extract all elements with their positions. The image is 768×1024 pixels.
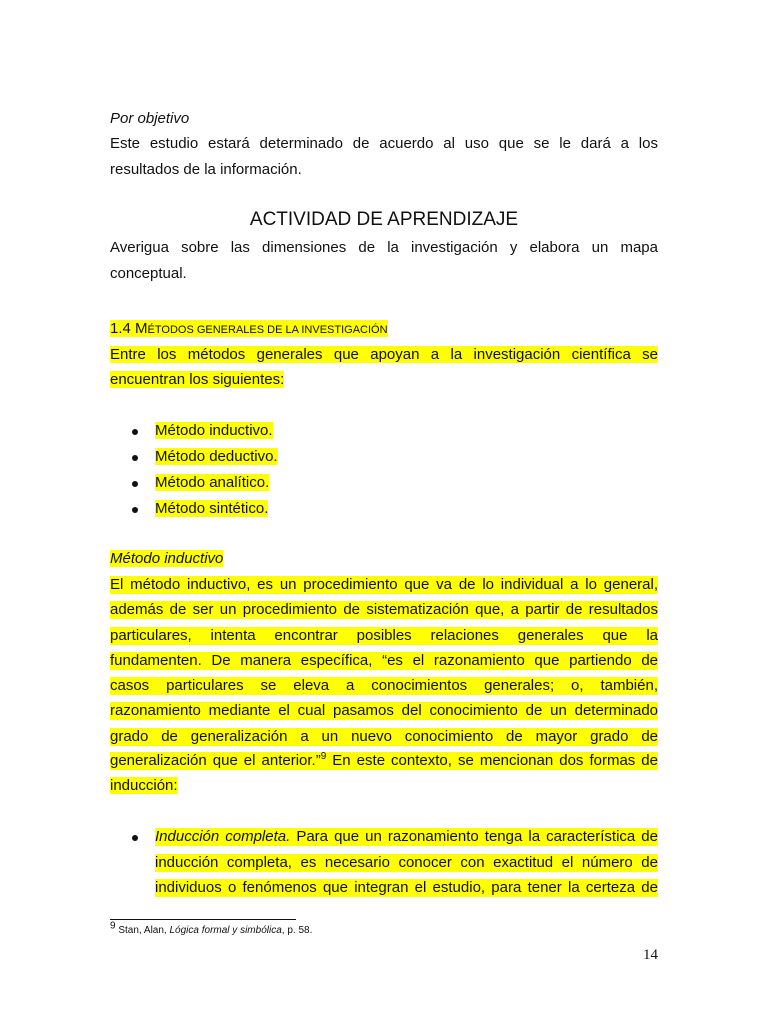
highlighted-text: encuentran los siguientes: [110, 371, 285, 388]
paragraph-line: resultados de la información. [110, 161, 302, 178]
text-segment: generalización que el anterior.” [110, 752, 321, 769]
bullet-icon [132, 455, 138, 461]
highlighted-text: Método sintético. [155, 500, 269, 517]
paragraph-line: inducción completa, es necesario conocer con exactitud el número de [155, 854, 658, 871]
section-title-first: M [135, 320, 148, 337]
subsection-heading [110, 550, 658, 568]
footnote-ref: 9 [320, 751, 327, 762]
paragraph-line: casos particulares se eleva a conocimientos generales; o, también, [110, 677, 658, 694]
highlighted-text: Método analítico. [155, 474, 270, 491]
footnote-page: , p. 58. [281, 925, 313, 936]
paragraph-line: particulares, intenta encontrar posibles relaciones generales que la [110, 627, 658, 644]
footnote [110, 920, 313, 937]
paragraph-line: grado de generalización a un nuevo conocimiento de mayor grado de [110, 728, 658, 745]
paragraph-line [110, 752, 658, 770]
bullet-icon [132, 429, 138, 435]
highlighted-text: Método inductivo. [155, 422, 273, 439]
bullet-icon [132, 507, 138, 513]
footnote-divider [110, 919, 296, 920]
paragraph-line: razonamiento mediante el cual pasamos del conocimiento de un determinado [110, 702, 658, 719]
activity-title: ACTIVIDAD DE APRENDIZAJE [249, 209, 519, 230]
paragraph-line: fundamenten. De manera específica, “es el razonamiento que partiendo de [110, 652, 658, 669]
page-number: 14 [643, 947, 658, 963]
text-segment: Para que un razonamiento tenga la característica de [290, 828, 658, 845]
footnote-author: Stan, Alan, [115, 925, 170, 936]
section-heading [110, 320, 658, 339]
footnote-title: Lógica formal y simbólica [169, 925, 282, 936]
highlighted-text: Entre los métodos generales que apoyan a la investigación científica se [110, 346, 658, 363]
paragraph-line: individuos o fenómenos que integran el estudio, para tener la certeza de [155, 879, 658, 896]
list-item [155, 828, 658, 846]
paragraph-line: además de ser un procedimiento de sistematización que, a partir de resultados [110, 601, 658, 618]
highlighted-text: inducción: [110, 777, 178, 794]
paragraph-line [110, 371, 658, 389]
highlighted-text: Método inductivo [110, 550, 224, 567]
list-item [155, 448, 658, 466]
paragraph-line: Este estudio estará determinado de acuerdo al uso que se le dará a los [110, 135, 658, 152]
paragraph-line: conceptual. [110, 265, 187, 282]
section-title-rest: ÉTODOS GENERALES DE LA INVESTIGACIÓN [147, 324, 388, 336]
section-number: 1.4 [110, 320, 131, 337]
bullet-icon [132, 835, 138, 841]
footnote-mark: 9 [110, 920, 116, 932]
list-item [155, 422, 658, 440]
paragraph-line [110, 777, 658, 795]
list-item [155, 474, 658, 492]
term: Inducción completa. [155, 828, 291, 845]
paragraph-line: El método inductivo, es un procedimiento que va de lo individual a lo general, [110, 576, 658, 593]
paragraph-line: Averigua sobre las dimensiones de la investigación y elabora un mapa [110, 239, 658, 256]
text-segment: En este contexto, se mencionan dos formas de [326, 752, 658, 769]
por-objetivo-heading: Por objetivo [110, 110, 190, 127]
highlighted-text: Método deductivo. [155, 448, 278, 465]
paragraph-line [110, 346, 658, 364]
bullet-icon [132, 481, 138, 487]
list-item [155, 500, 658, 518]
